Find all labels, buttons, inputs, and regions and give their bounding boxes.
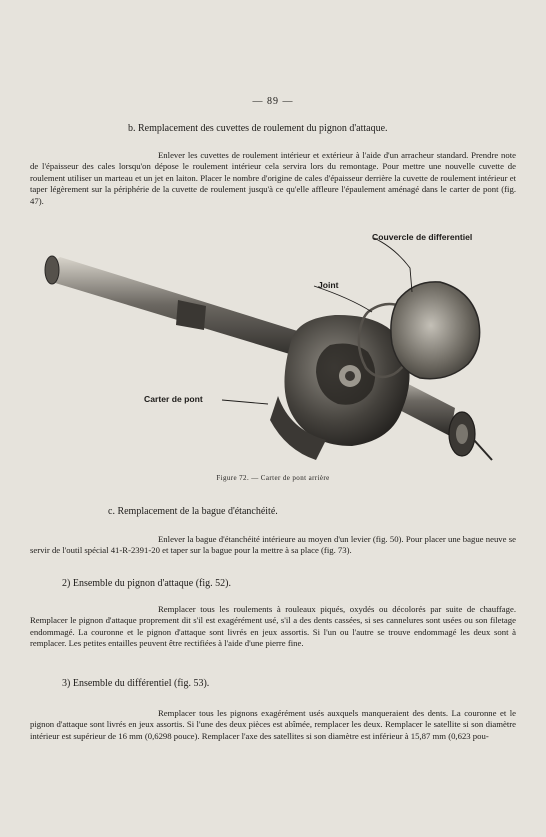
section-b-text: Enlever les cuvettes de roulement intérieur et extérieur à l'aide d'un arracheur standard. Prendre note de l'épaisseur des cales lorsqu'on dépose le roulement intérieur cela servira lors du remontage. Pour mettre une nouvelle cuvette de roulement utiliser un marteau et un jet en laiton. Placer le nombre d'origine de cales d'épaisseur derrière la cuvette de roulement intérieur et taper légèrement sur la périphérie de la cuvette de roulement jusqu'à ce qu'elle affleure l'épaulement aménagé dans le carter de pont (fig. 47). (30, 150, 516, 206)
page-number: — 89 — (252, 96, 294, 107)
section-3-text: Remplacer tous les pignons exagérément usés auxquels manqueraient des dents. La couronne et le pignon d'attaque sont livrés en jeux assortis. Si l'une des deux pièces est abîmée, remplacer les deux. Remplacer le satellite si son diamètre intérieur est supérieur de 16 mm (0,6298 pouce). Remplacer l'axe des satellites si son diamètre est inférieur à 15,87 mm (0,623 pou- (30, 708, 516, 741)
differential-cover (391, 282, 480, 379)
housing-leader (222, 400, 268, 404)
label-gasket: Joint (318, 280, 339, 290)
section-c-paragraph (30, 534, 516, 568)
section-3-heading: 3) Ensemble du différentiel (fig. 53). (62, 678, 210, 689)
figure-caption: Figure 72. — Carter de pont arrière (216, 474, 330, 482)
label-housing: Carter de pont (144, 394, 203, 404)
section-c-heading: c. Remplacement de la bague d'étanchéité. (108, 506, 278, 517)
section-3-paragraph (30, 708, 516, 754)
label-cover: Couvercle de differentiel (372, 232, 473, 242)
section-2-heading: 2) Ensemble du pignon d'attaque (fig. 52). (62, 578, 231, 589)
cover-leader (374, 238, 412, 292)
section-c-text: Enlever la bague d'étanchéité intérieure au moyen d'un levier (fig. 50). Pour placer une bague neuve se servir de l'outil spécial 41-R-2391-20 et taper sur la bague pour la mettre à sa place (fig. 73). (30, 534, 516, 556)
left-axle-end (45, 256, 59, 284)
section-b-heading: b. Remplacement des cuvettes de roulement du pignon d'attaque. (128, 123, 388, 134)
section-2-text: Remplacer tous les roulements à rouleaux piqués, oxydés ou décolorés par suite de chauffage. Remplacer le pignon d'attaque proprement dit s'il est exagérément usé, s'il a des dents cassées, si ses cannelures sont usées ou son filetage endommagé. La couronne et le pignon d'attaque sont livrés en jeux assortis. Si l'un ou l'autre se trouve endommagé les deux sont à remplacer. Les petites entailles peuvent être rectifiées à l'aide d'une pierre fine. (30, 604, 516, 649)
section-2-paragraph (30, 604, 516, 661)
